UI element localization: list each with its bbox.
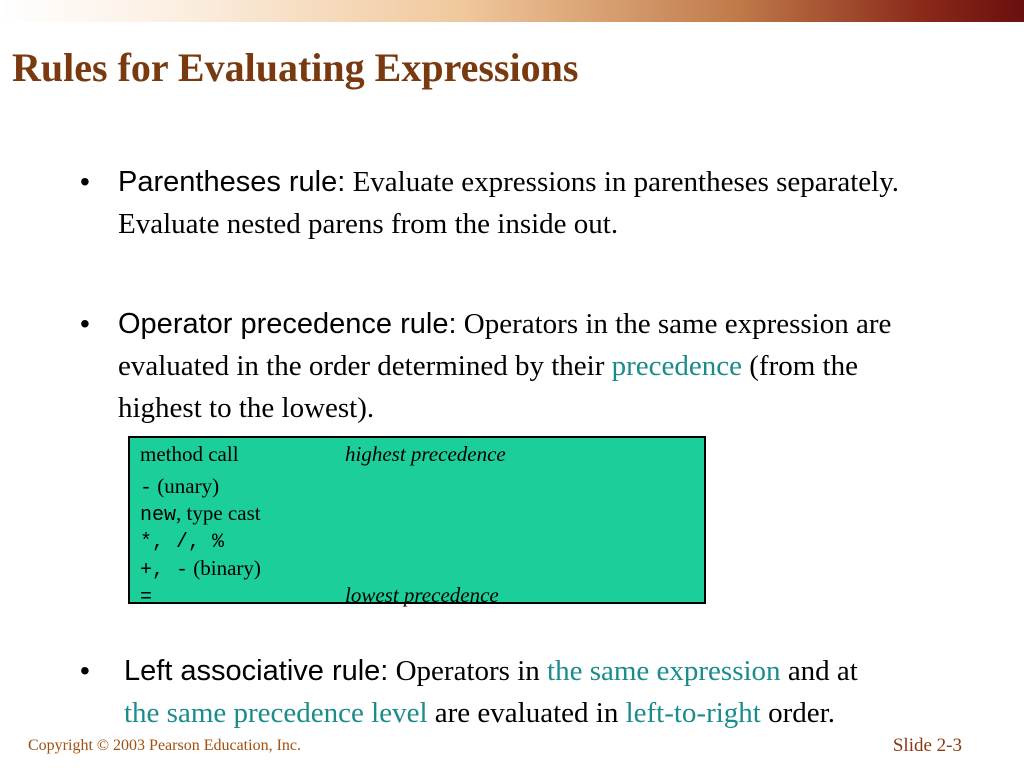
bullet-body (124, 650, 900, 734)
precedence-operator: = (140, 586, 153, 609)
slide-number: Slide 2-3 (892, 735, 962, 756)
rule-text-end: order. (760, 697, 835, 729)
precedence-desc: (unary) (152, 474, 220, 498)
rule-text: Evaluate expressions in parentheses separately. Evaluate nested parens from the inside out. (118, 166, 900, 240)
precedence-operator: +, - (140, 559, 189, 582)
bullet-left-associative-rule (80, 650, 900, 734)
precedence-row (140, 442, 700, 468)
precedence-note: lowest precedence (345, 583, 499, 607)
bullet-operator-precedence-rule (80, 303, 900, 429)
bullet-marker: • (80, 308, 90, 339)
rule-text: Operators in (388, 655, 548, 687)
slide-title: Rules for Evaluating Expressions (12, 45, 579, 90)
bullet-body (118, 303, 900, 429)
precedence-row (140, 501, 700, 527)
rule-text: are evaluated in (427, 697, 626, 729)
bullet-marker: • (80, 166, 90, 197)
precedence-highlight: precedence (611, 350, 742, 382)
precedence-operator: *, /, % (140, 531, 225, 554)
bullet-marker: • (80, 655, 90, 686)
rule-text: and at (780, 655, 858, 687)
rule-text-end: (from the highest to the lowest). (118, 350, 858, 424)
precedence-operator: new (140, 504, 177, 527)
bullet-body (118, 161, 900, 245)
precedence-row (140, 583, 700, 609)
left-to-right-highlight: left-to-right (625, 697, 761, 729)
precedence-operator: method call (140, 442, 239, 466)
rule-label: Left associative rule: (124, 655, 389, 687)
copyright-footer: Copyright © 2003 Pearson Education, Inc. (28, 737, 301, 754)
title-gradient-band (0, 0, 1024, 22)
precedence-note: highest precedence (345, 442, 506, 466)
same-expression-highlight: the same expression (547, 655, 781, 687)
same-precedence-highlight: the same precedence level (124, 697, 428, 729)
rule-label: Parentheses rule: (118, 166, 346, 198)
bullet-parentheses-rule (80, 161, 900, 245)
precedence-row (140, 556, 700, 582)
rule-label: Operator precedence rule: (118, 308, 457, 340)
precedence-row (140, 474, 700, 500)
precedence-operator: - (140, 477, 153, 500)
precedence-desc: , type cast (176, 501, 261, 525)
rule-text: Operators in the same expression are evaluated in the order determined by their (118, 308, 892, 382)
precedence-desc: (binary) (188, 556, 261, 580)
precedence-row (140, 528, 700, 554)
precedence-table (128, 436, 706, 609)
